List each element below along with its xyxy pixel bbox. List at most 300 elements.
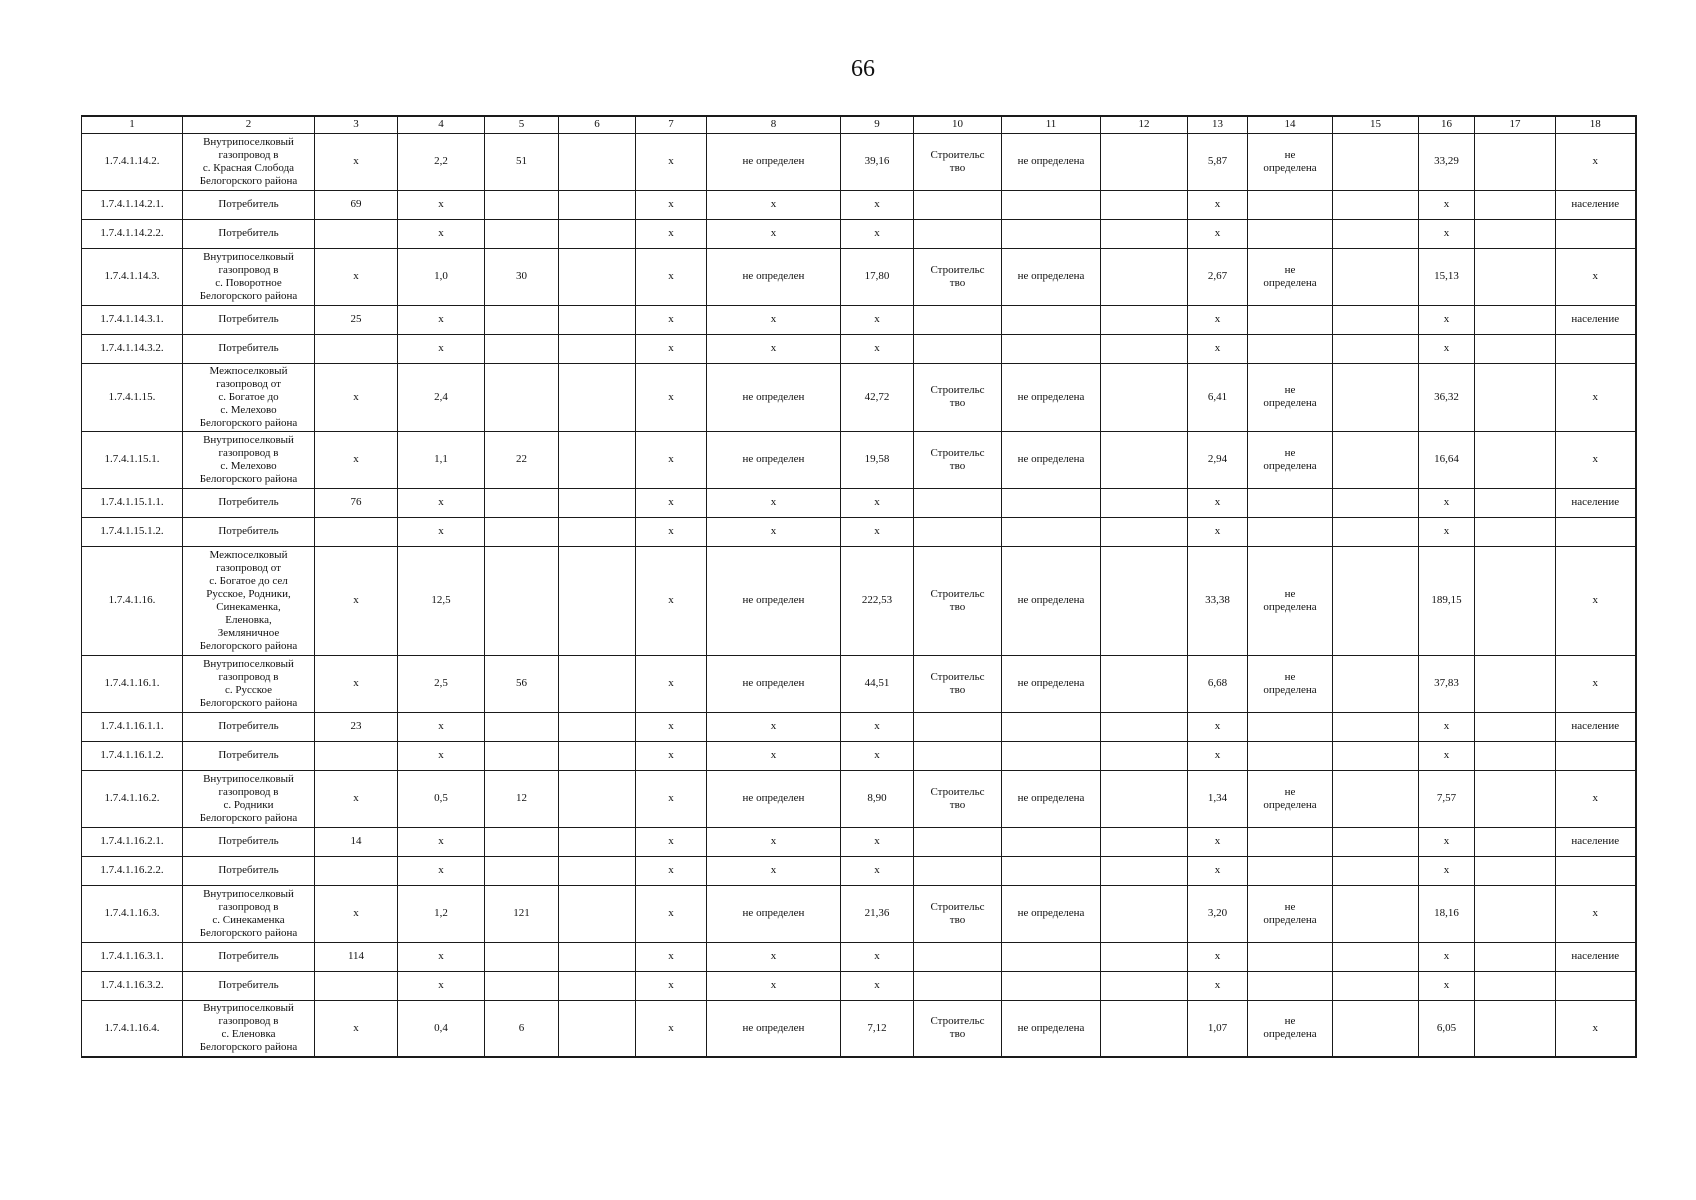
table-cell: х [707,971,841,1000]
table-cell: Внутрипоселковый газопровод в с. Еленовка Белогорского района [183,1000,315,1057]
table-cell [315,334,398,363]
table-row [82,856,1636,885]
table-cell: х [1188,488,1248,517]
table-cell: х [841,190,914,219]
table-cell: 1.7.4.1.15.1. [82,431,183,488]
table-cell: 1.7.4.1.14.3.1. [82,305,183,334]
table-cell: х [315,431,398,488]
table-cell: 2,2 [398,133,485,190]
table-row [82,248,1636,305]
table-cell [1475,334,1556,363]
table-cell: 2,5 [398,655,485,712]
table-cell [914,712,1002,741]
table-cell: х [398,517,485,546]
table-cell: х [1188,190,1248,219]
column-header: 5 [485,116,559,133]
table-cell [914,305,1002,334]
table-cell [1248,488,1333,517]
table-cell: х [636,942,707,971]
table-cell: х [1419,741,1475,770]
table-cell: 6 [485,1000,559,1057]
table-cell: Потребитель [183,827,315,856]
header-row [82,116,1636,133]
table-cell: х [636,431,707,488]
table-cell: не определен [707,770,841,827]
table-cell: 51 [485,133,559,190]
table-row [82,827,1636,856]
table-cell: Потребитель [183,488,315,517]
table-cell [559,363,636,431]
table-cell: 1.7.4.1.16.1.1. [82,712,183,741]
column-header: 14 [1248,116,1333,133]
table-row [82,431,1636,488]
table-cell: Внутрипоселковый газопровод в с. Поворотное Белогорского района [183,248,315,305]
table-cell: 30 [485,248,559,305]
table-cell: х [398,741,485,770]
table-cell [1475,942,1556,971]
table-cell: х [315,655,398,712]
table-cell: х [841,856,914,885]
table-cell [485,517,559,546]
table-cell [485,827,559,856]
table-cell: х [315,133,398,190]
table-row [82,971,1636,1000]
table-cell: не определен [707,655,841,712]
table-cell [559,248,636,305]
table-cell: 44,51 [841,655,914,712]
table-cell [559,305,636,334]
table-cell: х [707,219,841,248]
table-cell [1475,546,1556,655]
column-header: 10 [914,116,1002,133]
table-cell: Потребитель [183,741,315,770]
table-cell [1248,942,1333,971]
table-cell: не определена [1002,655,1101,712]
table-cell: х [841,827,914,856]
table-cell [1556,856,1636,885]
table-cell: х [1556,133,1636,190]
table-row [82,334,1636,363]
table-cell: х [1188,712,1248,741]
table-cell: Межпоселковый газопровод от с. Богатое до сел Русское, Родники, Синекаменка, Еленовка, Земляничное Белогорского района [183,546,315,655]
table-cell [1002,488,1101,517]
table-cell: х [841,219,914,248]
table-cell [914,971,1002,1000]
table-cell: х [1188,305,1248,334]
table-cell: 6,41 [1188,363,1248,431]
table-cell: х [398,488,485,517]
table-cell: Строительс тво [914,546,1002,655]
table-cell: 14 [315,827,398,856]
table-cell: х [315,363,398,431]
table-cell: х [636,885,707,942]
table-row [82,741,1636,770]
table-cell: 2,94 [1188,431,1248,488]
table-cell: х [1188,219,1248,248]
table-cell [559,712,636,741]
table-row [82,190,1636,219]
table-cell [1333,334,1419,363]
column-header: 3 [315,116,398,133]
table-cell: 12,5 [398,546,485,655]
table-cell: 19,58 [841,431,914,488]
column-header: 4 [398,116,485,133]
table-cell: 37,83 [1419,655,1475,712]
table-cell: х [1188,856,1248,885]
table-row [82,219,1636,248]
table-cell [1475,517,1556,546]
table-cell [1101,190,1188,219]
table-cell: 42,72 [841,363,914,431]
table-cell: 2,67 [1188,248,1248,305]
table-cell: 12 [485,770,559,827]
table-cell: х [1556,431,1636,488]
table-cell [1333,655,1419,712]
table-cell [1101,971,1188,1000]
table-cell [1333,488,1419,517]
table-cell: х [315,885,398,942]
table-cell [1002,856,1101,885]
table-row [82,1000,1636,1057]
table-cell: х [1188,334,1248,363]
table-cell [1002,305,1101,334]
table-cell: не определена [1002,1000,1101,1057]
table-cell: Строительс тво [914,431,1002,488]
table-row [82,885,1636,942]
table-row [82,546,1636,655]
table-cell [914,488,1002,517]
table-cell: х [398,856,485,885]
table-cell [1101,488,1188,517]
table-cell [485,488,559,517]
table-cell [1333,431,1419,488]
table-cell: не определена [1002,133,1101,190]
table-cell [485,190,559,219]
table-cell: х [636,219,707,248]
table-cell: Строительс тво [914,133,1002,190]
column-header: 18 [1556,116,1636,133]
table-cell: не определена [1002,363,1101,431]
table-cell: х [636,655,707,712]
table-cell: х [1188,942,1248,971]
table-cell [1475,133,1556,190]
table-cell: 1.7.4.1.15.1.1. [82,488,183,517]
table-cell: 36,32 [1419,363,1475,431]
table-cell: 1.7.4.1.16.4. [82,1000,183,1057]
table-cell: х [707,741,841,770]
table-cell [559,133,636,190]
table-cell [1101,856,1188,885]
table-cell [559,741,636,770]
table-cell: 1.7.4.1.14.3.2. [82,334,183,363]
table-cell: х [707,856,841,885]
table-cell: х [841,741,914,770]
table-cell: х [636,712,707,741]
table-cell [1101,741,1188,770]
table-cell [1475,971,1556,1000]
table-cell: х [1419,219,1475,248]
table-cell [1101,363,1188,431]
table-cell: 2,4 [398,363,485,431]
table-cell: х [636,770,707,827]
table-cell [485,363,559,431]
table-cell: 76 [315,488,398,517]
table-cell [559,488,636,517]
table-cell: х [1419,517,1475,546]
table-cell: не определена [1248,248,1333,305]
table-cell: х [636,334,707,363]
column-header: 15 [1333,116,1419,133]
column-header: 13 [1188,116,1248,133]
table-cell: х [707,712,841,741]
table-cell [1475,248,1556,305]
table-cell: х [1188,971,1248,1000]
table-cell [1475,885,1556,942]
table-cell [1101,431,1188,488]
table-cell: 25 [315,305,398,334]
table-cell [1333,248,1419,305]
table-cell: 1,07 [1188,1000,1248,1057]
table-cell: х [636,305,707,334]
table-cell: 1.7.4.1.16. [82,546,183,655]
table-cell [1002,741,1101,770]
column-header: 1 [82,116,183,133]
table-cell: х [1556,248,1636,305]
table-cell: Внутрипоселковый газопровод в с. Синекаменка Белогорского района [183,885,315,942]
table-cell: не определен [707,133,841,190]
table-cell: 1.7.4.1.14.3. [82,248,183,305]
table-cell [1475,1000,1556,1057]
table-cell: 1.7.4.1.14.2.1. [82,190,183,219]
table-cell [1475,431,1556,488]
table-cell [559,219,636,248]
table-cell: Строительс тво [914,363,1002,431]
table-cell [1333,971,1419,1000]
table-cell [485,546,559,655]
table-cell [559,827,636,856]
table-row [82,655,1636,712]
table-cell [1248,305,1333,334]
table-cell [914,827,1002,856]
table-cell: х [1188,827,1248,856]
table-cell [1101,334,1188,363]
table-cell [1475,305,1556,334]
table-cell: 6,05 [1419,1000,1475,1057]
table-cell [1101,219,1188,248]
table-cell [1333,190,1419,219]
table-cell: х [315,1000,398,1057]
column-header: 6 [559,116,636,133]
table-cell: х [1419,942,1475,971]
table-cell: не определена [1248,546,1333,655]
column-header: 7 [636,116,707,133]
table-cell: 1.7.4.1.16.1.2. [82,741,183,770]
table-cell [1101,1000,1188,1057]
table-cell [914,190,1002,219]
table-cell: х [398,334,485,363]
table-cell [1101,546,1188,655]
table-cell: х [1419,190,1475,219]
table-cell: х [1188,741,1248,770]
table-cell: не определена [1248,133,1333,190]
table-row [82,942,1636,971]
table-cell [1248,712,1333,741]
table-cell [1248,741,1333,770]
table-cell: 69 [315,190,398,219]
table-cell [1333,305,1419,334]
table-cell: 1.7.4.1.15. [82,363,183,431]
table-cell [485,334,559,363]
table-cell: 1.7.4.1.16.2. [82,770,183,827]
table-cell [1333,1000,1419,1057]
table-cell [1333,546,1419,655]
table-cell: х [1419,856,1475,885]
table-cell: 21,36 [841,885,914,942]
table-cell: население [1556,488,1636,517]
table-cell: Потребитель [183,190,315,219]
table-cell [1333,517,1419,546]
table-cell: х [398,190,485,219]
table-cell: население [1556,712,1636,741]
table-cell [485,741,559,770]
table-cell: х [1419,305,1475,334]
table-cell [1475,363,1556,431]
table-cell: х [636,488,707,517]
table-cell [559,942,636,971]
table-cell [1475,827,1556,856]
table-cell: 1,1 [398,431,485,488]
table-cell: Внутрипоселковый газопровод в с. Родники Белогорского района [183,770,315,827]
table-cell: не определен [707,363,841,431]
table-cell: не определена [1002,431,1101,488]
table-cell: Строительс тво [914,885,1002,942]
table-cell [315,741,398,770]
table-cell [1101,517,1188,546]
table-cell [1333,712,1419,741]
table-cell: х [636,517,707,546]
table-cell: 0,5 [398,770,485,827]
table-row [82,363,1636,431]
table-cell [1475,712,1556,741]
column-header: 9 [841,116,914,133]
table-cell [1333,885,1419,942]
table-cell: х [841,942,914,971]
table-cell [485,219,559,248]
table-cell: х [1556,363,1636,431]
table-cell [559,546,636,655]
table-cell: 222,53 [841,546,914,655]
table-cell [1333,133,1419,190]
table-cell [1248,334,1333,363]
table-row [82,770,1636,827]
table-cell [1333,856,1419,885]
table-cell: х [841,712,914,741]
table-cell [1002,971,1101,1000]
table-cell: х [398,942,485,971]
table-cell: 121 [485,885,559,942]
table-cell: Внутрипоселковый газопровод в с. Красная Слобода Белогорского района [183,133,315,190]
table-cell: 16,64 [1419,431,1475,488]
table-cell: 23 [315,712,398,741]
table-cell: 1.7.4.1.16.3.2. [82,971,183,1000]
table-cell [1475,190,1556,219]
table-cell [914,334,1002,363]
table-cell: 18,16 [1419,885,1475,942]
table-cell: Межпоселковый газопровод от с. Богатое до с. Мелехово Белогорского района [183,363,315,431]
table-cell: х [707,942,841,971]
table-cell [1475,488,1556,517]
table-cell: Строительс тво [914,655,1002,712]
table-cell [1101,305,1188,334]
table-cell: х [636,363,707,431]
table-cell [485,305,559,334]
table-cell: х [636,971,707,1000]
table-cell: 1,34 [1188,770,1248,827]
table-cell: не определена [1002,248,1101,305]
table-cell: х [1556,1000,1636,1057]
table-cell [1002,942,1101,971]
table-cell: Потребитель [183,942,315,971]
table-cell [914,517,1002,546]
table-cell: не определен [707,431,841,488]
table-cell: х [1556,770,1636,827]
table-row [82,517,1636,546]
table-cell [559,856,636,885]
table-cell [1101,885,1188,942]
table-cell: Строительс тво [914,770,1002,827]
table-cell: 15,13 [1419,248,1475,305]
table-cell: х [707,827,841,856]
table-cell: х [1188,517,1248,546]
table-cell: Внутрипоселковый газопровод в с. Русское Белогорского района [183,655,315,712]
table-cell: 114 [315,942,398,971]
table-cell: 6,68 [1188,655,1248,712]
page-number: 66 [851,56,875,82]
table-cell: х [398,712,485,741]
table-cell: х [398,219,485,248]
table-cell: Потребитель [183,334,315,363]
table-cell: 1.7.4.1.15.1.2. [82,517,183,546]
table-cell [1002,712,1101,741]
table-cell: Потребитель [183,305,315,334]
table-cell [1475,741,1556,770]
table-cell: не определена [1248,655,1333,712]
table-row [82,305,1636,334]
table-cell [559,1000,636,1057]
table-cell: не определена [1248,431,1333,488]
table-cell [914,856,1002,885]
table-cell [559,971,636,1000]
table-cell: 56 [485,655,559,712]
table-cell: Потребитель [183,219,315,248]
table-cell [315,219,398,248]
table-cell: х [1419,488,1475,517]
table-row [82,712,1636,741]
table-cell [1333,770,1419,827]
table-cell: 33,38 [1188,546,1248,655]
table-cell: х [636,190,707,219]
table-cell: не определен [707,885,841,942]
table-cell [1556,517,1636,546]
table-cell: население [1556,305,1636,334]
table-cell: х [636,248,707,305]
table-cell [559,655,636,712]
table-cell: 1.7.4.1.14.2.2. [82,219,183,248]
table-cell [914,942,1002,971]
column-header: 12 [1101,116,1188,133]
table-cell [485,942,559,971]
table-cell [1248,856,1333,885]
